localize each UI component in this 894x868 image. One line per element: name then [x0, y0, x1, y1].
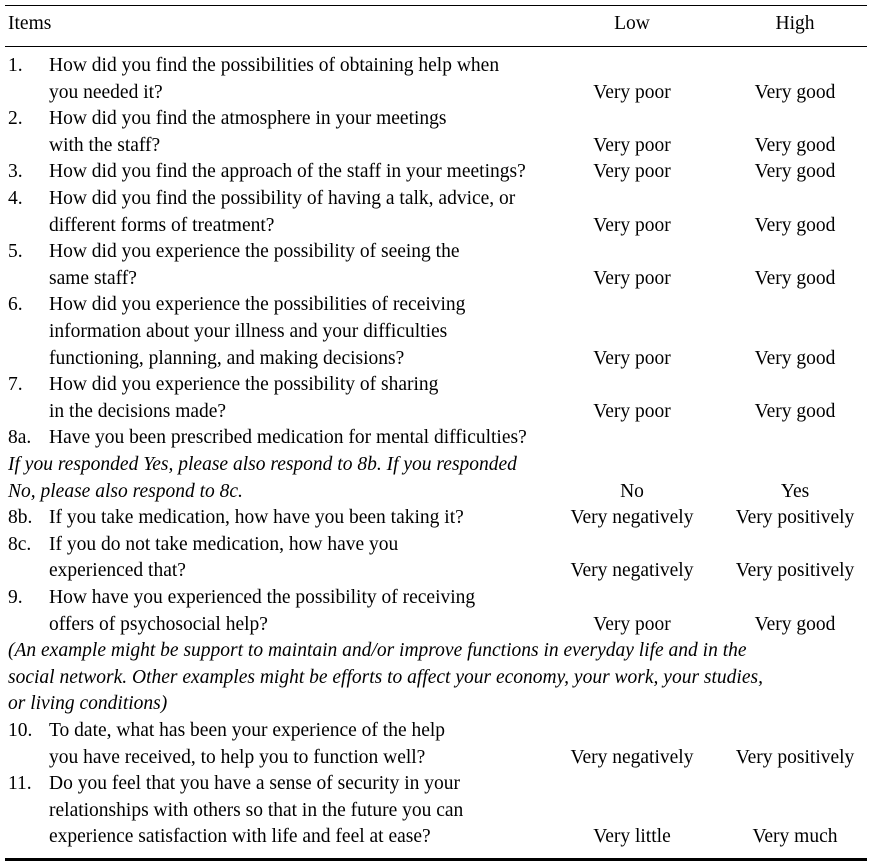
item-number: 10.: [8, 720, 33, 741]
item-question: relationships with others so that in the future you can: [49, 799, 464, 821]
item-number: 2.: [8, 108, 23, 130]
item-question: How have you experienced the possibility of receiving: [49, 587, 476, 608]
item-question: same staff?: [49, 267, 137, 289]
header-items: Items: [8, 13, 52, 34]
item-note: (An example might be support to maintain and/or improve functions in everyday life and in the: [8, 640, 747, 662]
item-note: If you responded Yes, please also respond to 8b. If you responded: [8, 454, 517, 475]
item-question: offers of psychosocial help?: [49, 613, 268, 635]
item-question: If you take medication, how have you been taking it?: [49, 507, 464, 529]
item-number: 11.: [8, 773, 32, 795]
item-question: in the decisions made?: [49, 400, 227, 422]
item-question: experienced that?: [49, 560, 186, 582]
item-number: 8a.: [8, 427, 32, 449]
questionnaire-table: Items Low High 1. How did you find the possibilities of obtaining help when you needed it? Very poor Very good 2. How did you find the atmosphere in your meetings with the staff? Very poor Very good 3. How did you find the approach of the staff in your meetings? Very poor Very good 4. How did you find the possibility of having a talk, advice, or different forms of treatment? Very poor Very good 5. How did you experience the possibility of seeing the same staff? Very poor Very good 6. How did you experience the possibilities of receiving information about your illness and your difficulties functioning, planning, and making decisions? Very poor Very good 7. How did you experience the possibility of sharing in the decisions made? Very poor Very good 8a. Have you been prescribed medication for mental difficulties? If you responded Yes, please also respond to 8b. If you responded No, please also respond to 8c. No Yes 8b. If you take medication, how have you been taking it? Very negatively Very positively 8c. If you do not take medication, how have you experienced that? Very negatively Very positively 9. How have you experienced the possibility of receiving offers of psychosocial help? Very poor Very good (An example might be support to maintain and/or improve functions in everyday life and in the social network. Other examples might be efforts to affect your economy, your work, your studies, or living conditions) 10. To date, what has been your experience of the help you have received, to help you to function well? Very negatively Very positively 11. Do you feel that you have a sense of security in your relationships with others so that in the future you can experience satisfaction with life and feel at ease? Very little Very much: [0, 0, 894, 868]
bottom-rule: [5, 858, 867, 861]
item-question: experience satisfaction with life and feel at ease?: [49, 826, 431, 848]
item-question: How did you experience the possibilities of receiving: [49, 294, 466, 316]
item-question: How did you find the approach of the staff in your meetings?: [49, 161, 526, 183]
item-question: How did you experience the possibility of seeing the: [49, 241, 460, 263]
item-question: Do you feel that you have a sense of security in your: [49, 773, 461, 795]
item-question: How did you find the atmosphere in your meetings: [49, 108, 447, 130]
item-note: No, please also respond to 8c.: [8, 480, 243, 502]
item-question: you needed it?: [49, 81, 163, 103]
item-question: If you do not take medication, how have you: [49, 533, 399, 555]
item-question: with the staff?: [49, 134, 161, 156]
item-question: To date, what has been your experience of the help: [49, 720, 446, 741]
item-number: 8c.: [8, 533, 32, 555]
item-number: 8b.: [8, 507, 33, 529]
item-question: How did you experience the possibility of sharing: [49, 374, 439, 396]
item-question: How did you find the possibility of having a talk, advice, or: [49, 188, 516, 209]
item-number: 7.: [8, 374, 23, 396]
item-number: 1.: [8, 55, 23, 76]
item-question: functioning, planning, and making decisions?: [49, 347, 405, 369]
item-question: Have you been prescribed medication for mental difficulties?: [49, 427, 527, 449]
item-question: different forms of treatment?: [49, 214, 275, 236]
item-number: 5.: [8, 241, 23, 263]
header-rule: [5, 46, 867, 47]
item-question: How did you find the possibilities of obtaining help when: [49, 55, 500, 76]
item-number: 3.: [8, 161, 23, 183]
item-number: 6.: [8, 294, 23, 316]
item-note: or living conditions): [8, 693, 168, 715]
item-number: 4.: [8, 188, 23, 209]
item-question: you have received, to help you to function well?: [49, 746, 426, 768]
item-question: information about your illness and your difficulties: [49, 321, 448, 342]
item-number: 9.: [8, 587, 23, 608]
item-note: social network. Other examples might be efforts to affect your economy, your work, your studies,: [8, 666, 763, 688]
top-rule: [5, 5, 867, 6]
